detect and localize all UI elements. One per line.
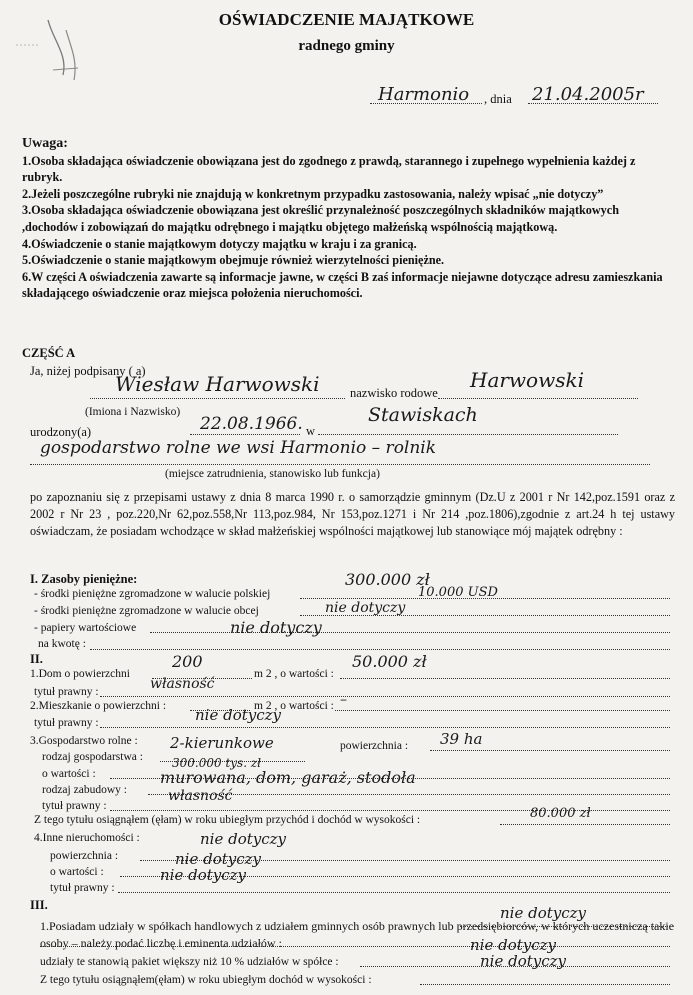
birth-w: w (306, 424, 316, 438)
note-item: 5.Oświadczenie o stanie majątkowym obejmuje również wierzytelności pieniężne. (22, 253, 445, 268)
note-item: 4.Oświadczenie o stanie majątkowym dotyczy majątku w kraju i za granicą. (22, 236, 417, 251)
notes-block (22, 136, 672, 302)
foreign-label: - środki pieniężne zgromadzone w walucie obcej (34, 605, 259, 617)
other-area-handwritten: nie dotyczy (200, 830, 287, 848)
share-income-label: Z tego tytułu osiągnąłem(ęłam) w roku ubiegłym dochód w wysokości : (40, 974, 372, 986)
farm-value-label: o wartości : (42, 768, 96, 780)
note-item: 2.Jeżeli poszczególne rubryki nie znajdują w konkretnym przypadku zastosowania, należy wpisać „nie dotyczy” (22, 186, 604, 201)
other-value-handwritten: nie dotyczy (175, 850, 262, 868)
farm-area-label: powierzchnia : (340, 740, 409, 752)
farm-title-label: tytuł prawny : (42, 800, 107, 812)
birth-date-handwritten: 22.08.1966. (200, 414, 303, 434)
farm-type-label: rodzaj gospodarstwa : (42, 751, 143, 763)
part-a-heading: CZĘŚĆ A (22, 346, 76, 360)
maiden-name-handwritten: Harwowski (470, 368, 584, 392)
birth-place-handwritten: Stawiskach (368, 404, 478, 426)
house-area-handwritten: 200 (172, 652, 203, 671)
shares-handwritten: nie dotyczy (500, 904, 587, 922)
foreign-handwritten: 10.000 USD (418, 585, 498, 600)
name-handwritten: Wiesław Harwowski (115, 372, 320, 396)
buildings-handwritten: murowana, dom, garaż, stodoła (160, 768, 416, 787)
section3-heading: III. (30, 898, 48, 912)
house-value-handwritten: 50.000 zł (352, 652, 427, 671)
maiden-name-label: nazwisko rodowe (350, 386, 438, 400)
farm-area-handwritten: 39 ha (440, 730, 483, 748)
pln-label: - środki pieniężne zgromadzone w walucie polskiej (34, 588, 271, 600)
house-title-handwritten: własność (150, 676, 215, 692)
securities-handwritten: nie dotyczy (230, 618, 322, 637)
farm-income-handwritten: 80.000 zł (530, 806, 591, 821)
note-item: 1.Osoba składająca oświadczenie obowiązana jest do zgodnego z prawdą, starannego i zupełnego wypełnienia każdej z rubryk. (22, 153, 636, 185)
other-area-label: powierzchnia : (50, 850, 119, 862)
intro-label: Ja, niżej podpisany ( a) (30, 364, 146, 378)
section2-heading: II. (30, 652, 43, 666)
other-property-label: 4.Inne nieruchomości : (34, 832, 140, 844)
note-item: 6.W części A oświadczenia zawarte są informacje jawne, w części B zaś informacje niejawne dotyczące adresu zamieszkania składającego oświadczenie oraz miejsca położenia nieruchomości. (22, 269, 663, 301)
house-title-label: tytuł prawny : (34, 686, 99, 698)
flat-label: 2.Mieszkanie o powierzchni : (30, 700, 167, 712)
notes-heading: Uwaga: (22, 136, 68, 151)
other-value-label: o wartości : (50, 866, 104, 878)
statement-text: po zapoznaniu się z przepisami ustawy z dnia 8 marca 1990 r. o samorządzie gminnym (Dz.U z 2001 r Nr 142,poz.1591 oraz z 2002 r Nr 23 , poz.220,Nr 62,poz.558,Nr 113,poz.984, Nr 153,poz.1271 i Nr 214 ,poz.1806),zgodnie z art.24 h tej ustawy oświadczam, że posiadam wchodzące w skład małżeńskiej wspólności majątkowej lub stanowiące mój majątek odrębny : (30, 490, 675, 538)
flat-value-handwritten: – (340, 692, 347, 708)
other-title-handwritten: nie dotyczy (160, 866, 247, 884)
farm-income-label: Z tego tytułu osiągnąłem (ęłam) w roku ubiegłym przychód i dochód w wysokości : (34, 814, 421, 826)
job-caption: (miejsce zatrudnienia, stanowisko lub funkcja) (165, 468, 380, 480)
date-prefix: , dnia (484, 92, 512, 106)
document-subtitle: radnego gminy (298, 38, 395, 54)
document-title: OŚWIADCZENIE MAJĄTKOWE (218, 10, 475, 29)
house-label: 1.Dom o powierzchni (30, 668, 130, 680)
job-handwritten: gospodarstwo rolne we wsi Harmonio – rolnik (40, 438, 437, 458)
share-income-handwritten: nie dotyczy (480, 952, 567, 970)
buildings-label: rodzaj zabudowy : (42, 784, 127, 796)
name-caption: (Imiona i Nazwisko) (85, 406, 181, 418)
securities-label: - papiery wartościowe (34, 622, 137, 634)
note-item: 3.Osoba składająca oświadczenie obowiązana jest określić przynależność poszczególnych składników majątkowych ,dochodów i zobowiązań do majątku odrębnego i majątku objętego małżeńską wspólnością majątkową. (22, 203, 619, 234)
place-handwritten: Harmonio (378, 84, 470, 105)
section1-heading: I. Zasoby pieniężne: (30, 572, 138, 586)
flat-unit: m 2 , o wartości : (254, 700, 334, 712)
house-unit: m 2 , o wartości : (254, 668, 334, 680)
foreign-handwritten-2: nie dotyczy (325, 600, 406, 616)
farm-value-handwritten: 300.000 tys. zł (172, 756, 262, 770)
flat-title-handwritten: nie dotyczy (195, 706, 282, 724)
birth-label: urodzony(a) (30, 425, 92, 439)
farm-type-handwritten: 2-kierunkowe (170, 734, 274, 752)
amount-label: na kwotę : (38, 638, 86, 650)
share10-handwritten: nie dotyczy (470, 936, 557, 954)
flat-title-label: tytuł prawny : (34, 717, 99, 729)
date-handwritten: 21.04.2005r (532, 84, 644, 105)
pln-handwritten: 300.000 zł (345, 570, 430, 589)
other-title-label: tytuł prawny : (50, 882, 115, 894)
share10-label: udziały te stanowią pakiet większy niż 10 % udziałów w spółce : (40, 956, 339, 968)
farm-label: 3.Gospodarstwo rolne : (30, 735, 138, 747)
farm-title-handwritten: własność (168, 788, 233, 804)
shares-text: 1.Posiadam udziały w spółkach handlowych z udziałem gminnych osób prawnych lub przedsiębiorców, w których uczestniczą takie osoby – należy podać liczbę i eminenta udziałów : (40, 919, 675, 950)
